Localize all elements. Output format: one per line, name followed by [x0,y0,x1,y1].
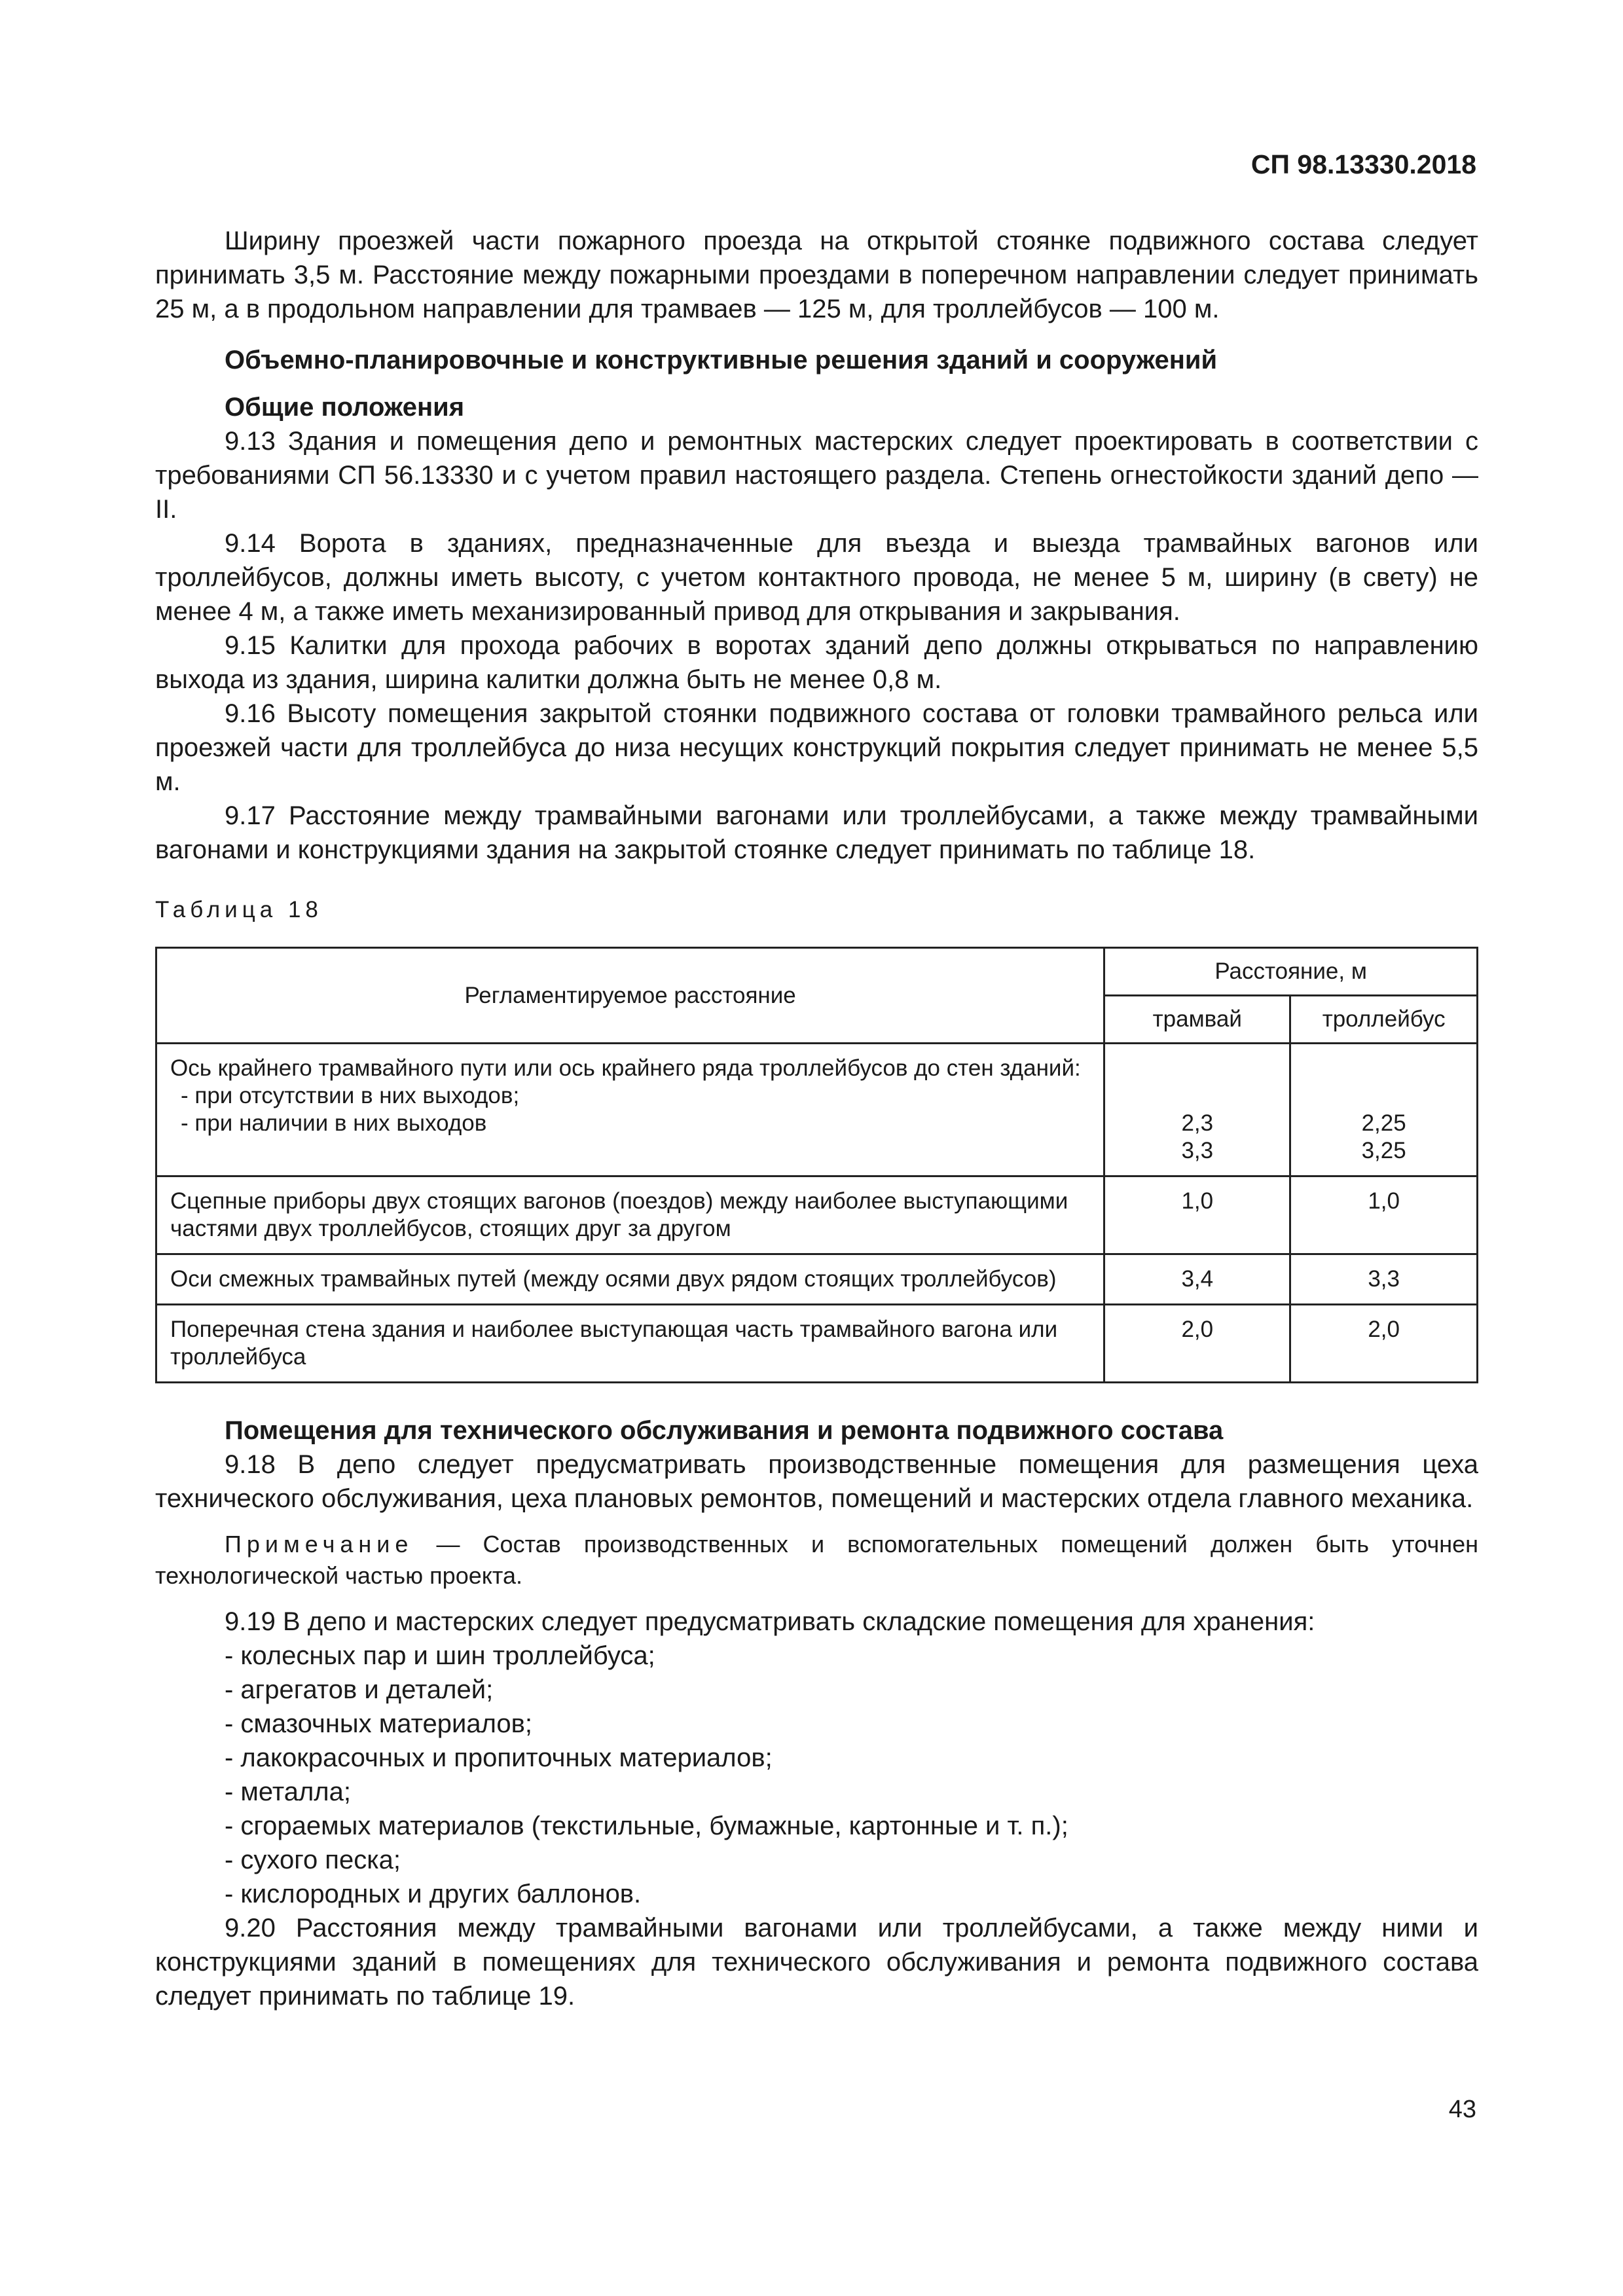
clause-9-18: 9.18 В депо следует предусматривать производственные помещения для размещения цеха технического обслуживания, цеха плановых ремонтов, помещений и мастерских отдела главного механика. [155,1450,1478,1513]
list-item: - колесных пар и шин троллейбуса; [225,1641,655,1670]
list-item: - сгораемых материалов (текстильные, бумажные, картонные и т. п.); [225,1812,1068,1840]
list-item: - смазочных материалов; [225,1709,532,1738]
subsection-title: Общие положения [225,393,465,422]
page-number: 43 [1448,2096,1476,2123]
row1-tram-2: 3,3 [1181,1138,1214,1163]
row1-tram [1104,1044,1290,1176]
header-trolleybus: троллейбус [1290,996,1478,1044]
row2-trolley: 1,0 [1290,1176,1478,1254]
row2-tram: 1,0 [1104,1176,1290,1254]
row1-trolley [1290,1044,1478,1176]
table-row [156,1176,1478,1254]
table-18 [155,947,1478,1383]
clause-9-19: 9.19 В депо и мастерских следует предусматривать складские помещения для хранения: [225,1607,1315,1636]
header-distance-group: Расстояние, м [1104,948,1478,996]
row1-tram-1: 2,3 [1181,1110,1214,1136]
table-caption: Таблица 18 [155,897,323,922]
row4-param: Поперечная стена здания и наиболее выступающая часть трамвайного вагона или троллейбуса [156,1305,1104,1383]
page-content [155,224,1478,2013]
table-row [156,1305,1478,1383]
document-code: СП 98.13330.2018 [1250,149,1476,179]
row3-tram: 3,4 [1104,1254,1290,1305]
table-row [156,1044,1478,1176]
row1-param [156,1044,1104,1176]
table-row [156,1254,1478,1305]
list-item: - металла; [225,1777,352,1806]
row1-trolley-1: 2,25 [1361,1110,1406,1136]
row3-trolley: 3,3 [1290,1254,1478,1305]
clause-9-17: 9.17 Расстояние между трамвайными вагонами или троллейбусами, а также между трамвайными вагонами и конструкциями здания на закрытой стоянке следует принимать по таблице 18. [155,801,1478,864]
clause-9-16: 9.16 Высоту помещения закрытой стоянки подвижного состава от головки трамвайного рельса или проезжей части для троллейбуса до низа несущих конструкций покрытия следует принимать не менее 5,5 м. [155,699,1478,796]
clause-9-15: 9.15 Калитки для прохода рабочих в воротах зданий депо должны открываться по направлению выхода из здания, ширина калитки должна быть не менее 0,8 м. [155,631,1478,694]
intro-paragraph: Ширину проезжей части пожарного проезда на открытой стоянке подвижного состава следует принимать 3,5 м. Расстояние между пожарными проездами в поперечном направлении следует принимать 25 м, а в продольном направлении для трамваев — 125 м, для троллейбусов — 100 м. [155,227,1478,323]
row1-trolley-2: 3,25 [1361,1138,1406,1163]
clause-9-20: 9.20 Расстояния между трамвайными вагонами или троллейбусами, а также между ними и конструкциями зданий в помещениях для технического обслуживания и ремонта подвижного состава следует принимать по таблице 19. [155,1914,1478,2011]
clause-9-13: 9.13 Здания и помещения депо и ремонтных мастерских следует проектировать в соответствии с требованиями СП 56.13330 и с учетом правил настоящего раздела. Степень огнестойкости зданий депо — II. [155,427,1478,524]
row4-tram: 2,0 [1104,1305,1290,1383]
section2-title: Помещения для технического обслуживания и ремонта подвижного состава [225,1416,1224,1445]
list-item: - кислородных и других баллонов. [225,1880,642,1908]
note [155,1529,1478,1592]
row2-param: Сцепные приборы двух стоящих вагонов (поездов) между наиболее выступающими частями двух троллейбусов, стоящих друг за другом [156,1176,1104,1254]
note-label: Примечание [225,1531,414,1558]
table-header-row [156,948,1478,996]
note-text: — Состав производственных и вспомогательных помещений должен быть уточнен технологической частью проекта. [155,1531,1478,1589]
list-item: - агрегатов и деталей; [225,1675,494,1704]
clause-9-14: 9.14 Ворота в зданиях, предназначенные для въезда и выезда трамвайных вагонов или троллейбусов, должны иметь высоту, с учетом контактного провода, не менее 5 м, ширину (в свету) не менее 4 м, а также иметь механизированный привод для открывания и закрывания. [155,529,1478,626]
header-param: Регламентируемое расстояние [156,948,1104,1044]
section-title: Объемно-планировочные и конструктивные решения зданий и сооружений [225,346,1218,374]
row1-text: Ось крайнего трамвайного пути или ось крайнего ряда троллейбусов до стен зданий: [170,1055,1081,1081]
row3-param: Оси смежных трамвайных путей (между осями двух рядом стоящих троллейбусов) [156,1254,1104,1305]
header-tram: трамвай [1104,996,1290,1044]
list-item: - лакокрасочных и пропиточных материалов; [225,1743,773,1772]
row1-sub1: - при отсутствии в них выходов; [181,1083,520,1108]
row1-sub2: - при наличии в них выходов [181,1110,487,1136]
list-item: - сухого песка; [225,1846,401,1874]
row4-trolley: 2,0 [1290,1305,1478,1383]
